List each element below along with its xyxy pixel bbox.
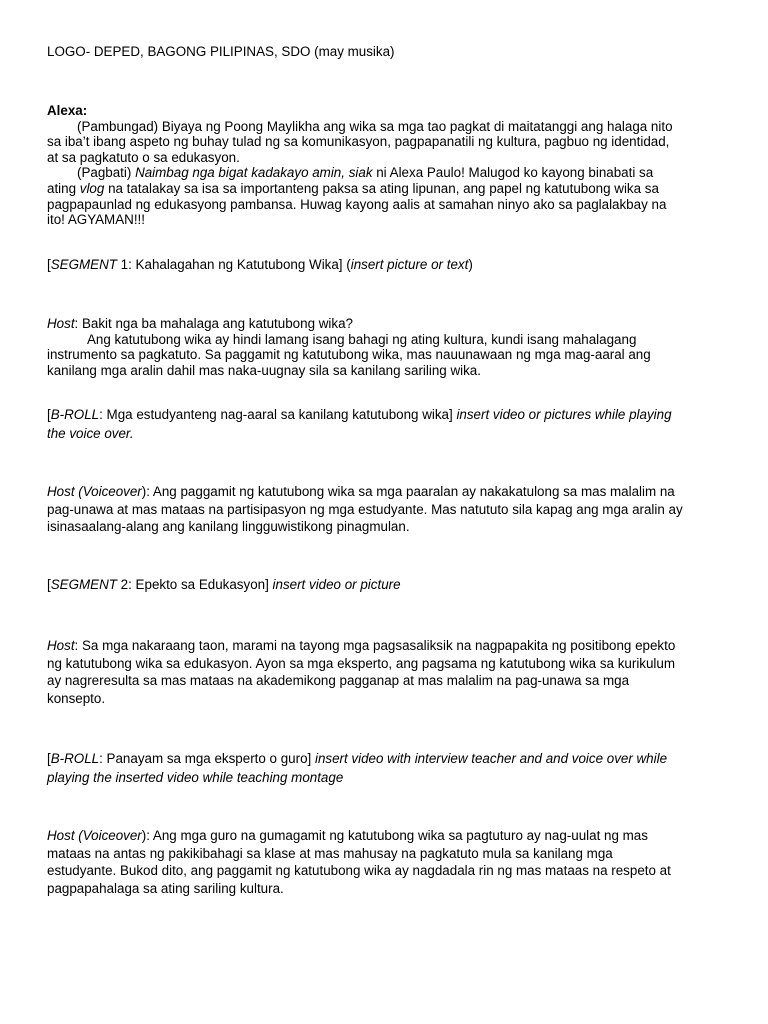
host-voiceover-2: Host (Voiceover): Ang mga guro na gumagamit ng katutubong wika sa pagtuturo ay nag-uulat ng mas mataas na antas ng pakikibahagi sa klase at mas mahusay na pagkatuto mula sa kanilang mga estudyante. Bukod dito, ang paggamit ng katutubong wika ay nagdadala rin ng mas mataas na respeto at pagpapahalaga sa ating sariling kultura. bbox=[47, 828, 671, 896]
speaker-host: Host bbox=[47, 316, 75, 331]
speaker-host: Host bbox=[47, 638, 75, 653]
greeting-line: pagpapaunlad ng edukasyong pambansa. Huwag kayong aalis at samahan ninyo ako sa paglalakbay na bbox=[47, 196, 667, 212]
host-block-1: Host: Bakit nga ba mahalaga ang katutubong wika? Ang katutubong wika ay hindi lamang isang bahagi ng ating kultura, kundi isang mahalagang instrumento sa pagkatuto. Sa paggamit ng katutubong wika, mas nauunawaan ng mga mag-aaral ang kanilang mga aralin dahil mas naka-uugnay sila sa kanilang sariling wika. bbox=[47, 316, 651, 378]
alexa-intro bbox=[47, 103, 727, 228]
intro-line: (Pambungad) Biyaya ng Poong Maylikha ang wika sa mga tao pagkat di maitatanggi ang halaga nito bbox=[77, 118, 673, 134]
greeting-line: (Pagbati) Naimbag nga bigat kadakayo amin, siak ni Alexa Paulo! Malugod ko kayong binabati sa bbox=[77, 165, 654, 181]
greeting-line: ating vlog na tatalakay sa isa sa importanteng paksa sa ating lipunan, ang papel ng katutubong wika sa bbox=[47, 180, 659, 196]
broll-1: [B-ROLL: Mga estudyanteng nag-aaral sa kanilang katutubong wika] insert video or pictures while playing the voice over. bbox=[47, 407, 672, 441]
logo-line: LOGO- DEPED, BAGONG PILIPINAS, SDO (may musika) bbox=[47, 44, 395, 59]
host-voiceover-1: Host (Voiceover): Ang paggamit ng katutubong wika sa mga paaralan ay nakakatulong sa mas malalim na pag-unawa at mas mataas na partisipasyon ng mga estudyante. Mas natututo sila kapag ang mga aralin ay isinasaalang-alang ang kanilang lingguwistikong pinagmulan. bbox=[47, 484, 683, 534]
host-block-2: Host: Sa mga nakaraang taon, marami na tayong mga pagsasaliksik na nagpapakita ng positibong epekto ng katutubong wika sa edukasyon. Ayon sa mga eksperto, ang pagsama ng katutubong wika sa kurikulum ay nagreresulta sa mas mataas na akademikong pagganap at mas malalim na pag-unawa sa mga konsepto. bbox=[47, 638, 676, 706]
speaker-host-voiceover: Host (Voiceover bbox=[47, 484, 142, 499]
greeting-line: ito! AGYAMAN!!! bbox=[47, 212, 145, 228]
segment-2-heading: [SEGMENT 2: Epekto sa Edukasyon] insert video or picture bbox=[47, 577, 401, 592]
broll-2: [B-ROLL: Panayam sa mga eksperto o guro] insert video with interview teacher and and voice over while playing the inserted video while teaching montage bbox=[47, 751, 668, 785]
segment-1-heading: [SEGMENT 1: Kahalagahan ng Katutubong Wika] (insert picture or text) bbox=[47, 257, 473, 272]
intro-line: at sa pagkatuto o sa edukasyon. bbox=[47, 149, 240, 165]
speaker-alexa: Alexa: bbox=[47, 103, 88, 118]
speaker-host-voiceover: Host (Voiceover bbox=[47, 828, 142, 843]
intro-line: sa iba’t ibang aspeto ng buhay tulad ng sa komunikasyon, pagpapanatili ng kultura, pagbuo ng identidad, bbox=[47, 134, 670, 150]
